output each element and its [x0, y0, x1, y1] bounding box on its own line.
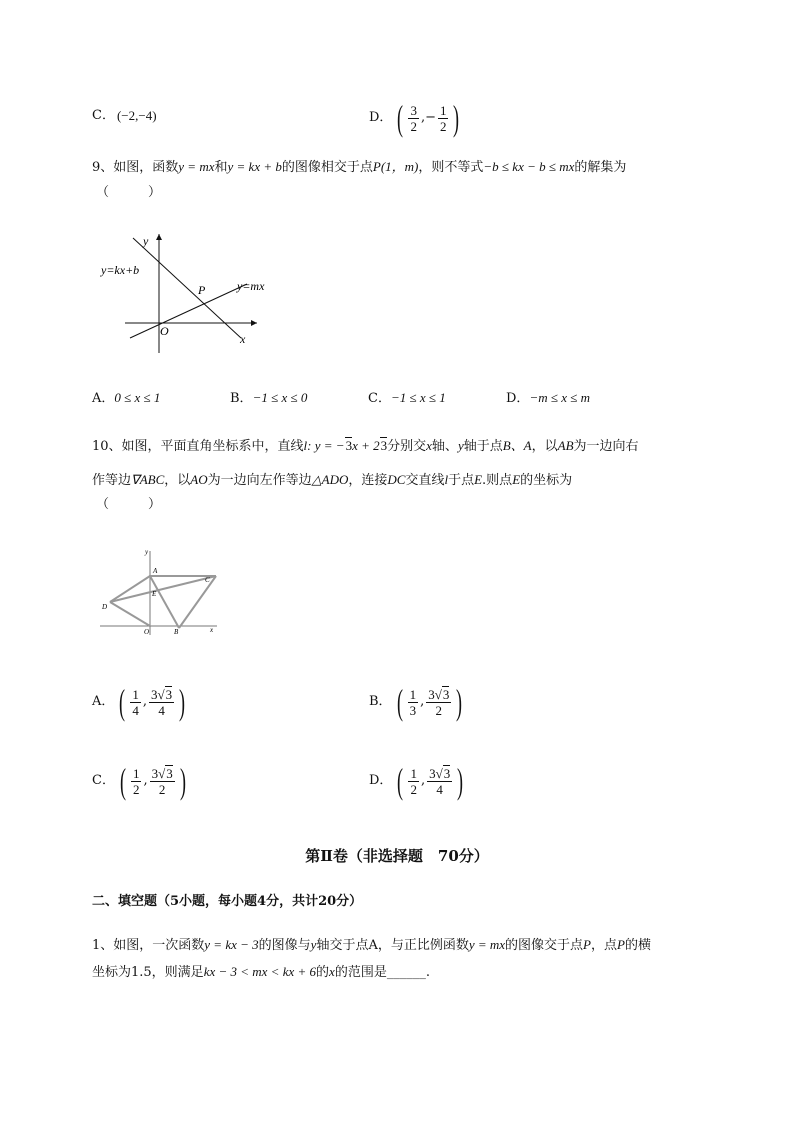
y-axis-label: y	[143, 234, 149, 248]
line-mx	[130, 284, 247, 338]
q10-stem-line1: 10、如图，平面直角坐标系中，直线l: y = −3x + 23分别交x轴、y轴于点B、A，以AB为一边向右	[92, 438, 639, 454]
q9-figure	[95, 228, 285, 353]
q10-option-b: B． ( $\frac{1}{3}$ , $\frac{3√3}{2}$ )	[369, 682, 463, 722]
fraction: $\frac{3√3}{2}$	[151, 765, 173, 797]
q10-answer-blank: （ ）	[96, 497, 162, 512]
fraction: $\frac{3√3}{4}$	[151, 686, 173, 718]
option-label: C．	[92, 108, 115, 123]
q9-option-d: D．−m ≤ x ≤ m	[506, 390, 591, 406]
q9-option-c: C．−1 ≤ x ≤ 1	[368, 390, 446, 406]
q9-option-b: B．−1 ≤ x ≤ 0	[230, 390, 308, 406]
line-mx-label: y=mx	[237, 279, 265, 293]
fraction: $\frac{1}{2}$	[410, 765, 417, 797]
fraction: $\frac{3√3}{2}$	[428, 686, 450, 718]
point-p-label: P	[198, 283, 206, 297]
b-label: B	[174, 628, 179, 636]
separator: ,−	[420, 110, 436, 125]
d-label: D	[102, 603, 108, 611]
fraction: $\frac{1}{2}$	[439, 102, 447, 134]
q8-option-c	[92, 107, 157, 125]
q9-stem: 9、如图，函数y = mx和y = kx + b的图像相交于点P(1，m)，则不等式−b ≤ kx − b ≤ mx的解集为	[92, 159, 627, 175]
q8-option-d	[369, 100, 462, 136]
fraction: $\frac{3√3}{4}$	[429, 765, 451, 797]
fill-q1-line2: 坐标为1.5，则满足kx − 3 < mx < kx + 6的x的范围是______.	[92, 964, 430, 980]
e-label: E	[152, 590, 157, 598]
right-paren: )	[453, 98, 460, 138]
segment-ab	[150, 576, 179, 628]
o-label: O	[144, 628, 150, 636]
q10-option-c: C． ( $\frac{1}{2}$ , $\frac{3√3}{2}$ )	[92, 761, 186, 801]
fill-in-section-heading: 二、填空题（5小题，每小题4分，共计20分）	[92, 894, 363, 909]
option-value: (−2,−4)	[116, 108, 157, 123]
fill-q1-line1: 1、如图，一次函数y = kx − 3的图像与y轴交于点A，与正比例函数y = mx的图像交于点P，点P的横	[92, 937, 651, 953]
segment-do	[110, 602, 150, 626]
q9-option-a: A．0 ≤ x ≤ 1	[92, 390, 161, 406]
option-label: D．	[369, 110, 393, 125]
q10-option-d: D． ( $\frac{1}{2}$ , $\frac{3√3}{4}$ )	[369, 761, 464, 801]
a-label: A	[153, 567, 158, 575]
c-label: C	[205, 576, 210, 584]
left-paren: (	[397, 98, 404, 138]
fraction: $\frac{1}{2}$	[132, 765, 140, 797]
x-axis-label: x	[240, 332, 246, 346]
line-kx-b-label: y=kx+b	[101, 263, 140, 277]
fraction: $\frac{3}{2}$	[410, 102, 417, 134]
q10-figure	[95, 543, 225, 638]
fraction: $\frac{1}{3}$	[409, 686, 417, 718]
part2-title: 第Ⅱ卷（非选择题 70分）	[305, 847, 489, 865]
x-label: x	[210, 626, 214, 634]
origin-label: O	[160, 324, 169, 338]
q10-option-a: A． ( $\frac{1}{4}$ , $\frac{3√3}{4}$ )	[92, 682, 186, 722]
q9-answer-blank: （ ）	[96, 185, 162, 200]
y-label: y	[145, 548, 149, 556]
fraction: $\frac{1}{4}$	[132, 686, 139, 718]
q10-stem-line2: 作等边∇ABC，以AO为一边向左作等边△ADO，连接DC交直线l于点E.则点E的坐标为	[92, 472, 573, 488]
